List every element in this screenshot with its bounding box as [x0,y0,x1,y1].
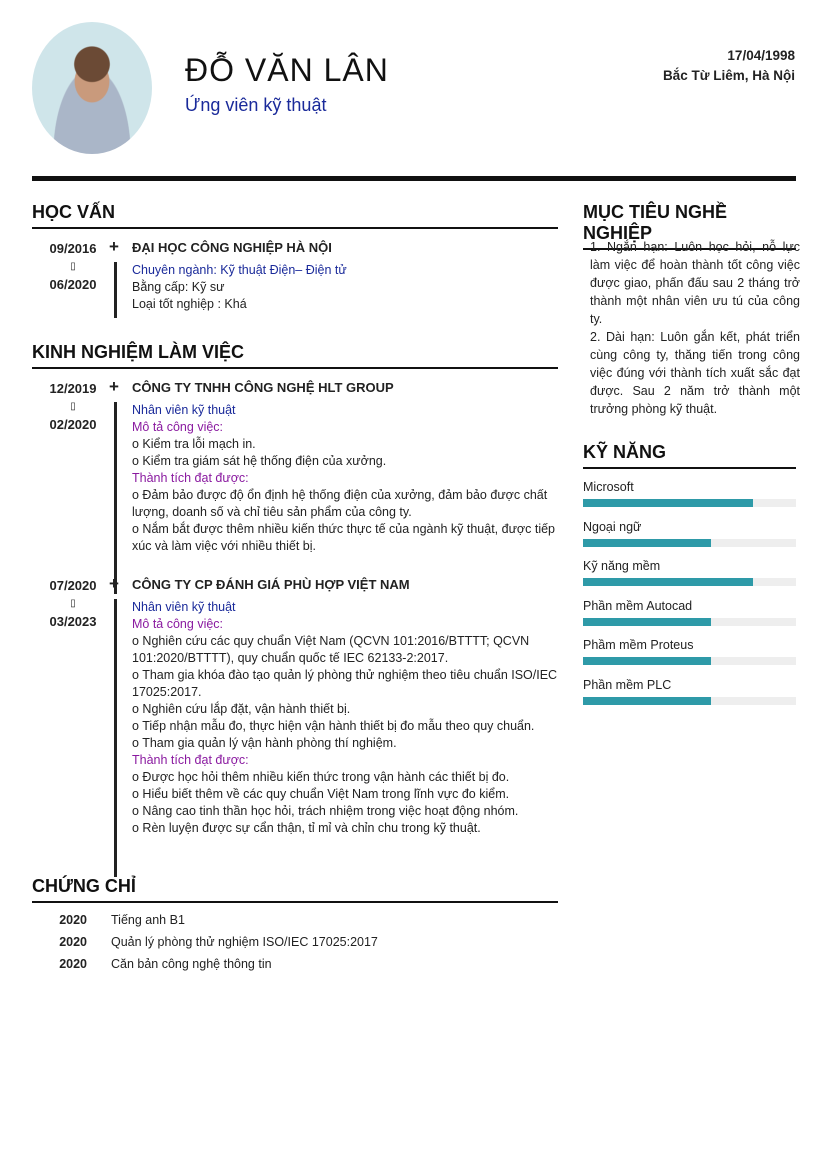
skill-item [583,520,796,547]
plus-icon: + [109,237,119,256]
skill-name: Ngoại ngữ [583,519,642,534]
timeline-line [114,262,117,318]
dob: 17/04/1998 [727,48,795,63]
grade: Loại tốt nghiệp : Khá [132,297,247,311]
skill-bar-fill [583,618,711,626]
section-skills-title: KỸ NĂNG [583,442,796,469]
contact-info [663,46,795,86]
position: Nhân viên kỹ thuật [132,403,236,417]
plus-icon: + [109,574,119,593]
education-entry [32,237,558,318]
header-divider [32,176,796,181]
desc-item: o Kiểm tra lỗi mạch in. [132,437,256,451]
skill-name: Phần mềm PLC [583,678,672,692]
desc-label: Mô tả công việc: [132,420,224,434]
certificate-year: 2020 [59,957,87,971]
skill-item [583,638,796,665]
school-name: ĐẠI HỌC CÔNG NGHIỆP HÀ NỘI [132,240,332,255]
skill-name: Phầm mềm Proteus [583,638,694,653]
desc-item: o Kiểm tra giám sát hệ thống điện của xưởng. [132,454,387,468]
objective-long: 2. Dài hạn: Luôn gắn kết, phát triển cùng công ty, thăng tiến trong công việc đúng với thành tích xuất sắc đạt được. Sau 2 năm trở thành một trưởng phòng kỹ thuật. [590,330,800,416]
skill-bar [583,539,796,547]
desc-item: o Nghiên cứu lắp đặt, vận hành thiết bị. [132,702,351,716]
objective-short: 1. Ngắn hạn: Luôn học hỏi, nỗ lực làm việc để hoàn thành tốt công việc được giao, phấn đấu sau 2 tháng trở thành một nhân viên ưu tú của công ty. [590,240,800,326]
certificate-item [32,909,185,931]
skill-bar-fill [583,578,753,586]
section-objective-title: MỤC TIÊU NGHỀ NGHIỆP [583,202,796,250]
achievement-item: o Nâng cao tinh thần học hỏi, trách nhiệm trong việc hoạt động nhóm. [132,804,519,818]
certificate-name: Căn bản công nghệ thông tin [111,957,272,971]
skill-bar-fill [583,539,711,547]
certificate-year: 2020 [59,913,87,927]
section-experience-title: KINH NGHIỆM LÀM VIỆC [32,342,558,369]
skill-bar [583,499,796,507]
certificate-name: Quản lý phòng thử nghiệm ISO/IEC 17025:2017 [111,935,378,949]
company-name: CÔNG TY CP ĐÁNH GIÁ PHÙ HỢP VIỆT NAM [132,577,410,592]
timeline-line [114,599,117,877]
desc-item: o Tham gia quản lý vận hành phòng thí nghiệm. [132,736,397,750]
address: Bắc Từ Liêm, Hà Nội [662,68,795,83]
section-certificates-title: CHỨNG CHỈ [32,876,558,903]
company-name: CÔNG TY TNHH CÔNG NGHỆ HLT GROUP [132,380,394,395]
certificate-name: Tiếng anh B1 [111,913,185,927]
avatar [32,22,152,154]
achievement-label: Thành tích đạt được: [132,471,249,485]
skill-item [583,480,796,507]
achievement-item: o Nắm bắt được thêm nhiều kiến thức thực tế của ngành kỹ thuật, được tiếp xúc và làm việc với nhiều thiết bị. [132,522,556,553]
skill-bar [583,618,796,626]
desc-item: o Tiếp nhận mẫu đo, thực hiện vận hành thiết bị đo mẫu theo quy chuẩn. [132,719,535,733]
desc-item: o Tham gia khóa đào tạo quản lý phòng thử nghiệm theo tiêu chuẩn ISO/IEC 17025:2017. [132,668,558,699]
desc-label: Mô tả công việc: [132,617,224,631]
candidate-role: Ứng viên kỹ thuật [185,95,327,115]
skill-bar-fill [583,697,711,705]
certificate-item [32,953,272,975]
achievement-item: o Rèn luyện được sự cẩn thận, tỉ mỉ và chỉn chu trong kỹ thuật. [132,821,481,835]
date-range: 09/2016 ▯ 06/2020 [49,241,97,292]
skill-name: Microsoft [583,480,634,494]
certificate-year: 2020 [59,935,87,949]
section-education-title: HỌC VẤN [32,202,558,229]
date-range: 07/2020 ▯ 03/2023 [49,578,97,629]
plus-icon: + [109,377,119,396]
skill-item [583,678,796,705]
date-range: 12/2019 ▯ 02/2020 [49,381,97,432]
skill-bar [583,657,796,665]
achievement-item: o Đảm bảo được độ ổn định hệ thống điện của xưởng, đảm bảo được chất lượng, doanh số và chỉ tiêu sản phẩm của công ty. [132,488,548,519]
certificate-item [32,931,378,953]
position: Nhân viên kỹ thuật [132,600,236,614]
achievement-label: Thành tích đạt được: [132,753,249,767]
candidate-name: ĐỖ VĂN LÂN [185,52,389,88]
timeline-line [114,402,117,594]
achievement-item: o Được học hỏi thêm nhiều kiến thức trong vận hành các thiết bị đo. [132,770,510,784]
achievement-item: o Hiểu biết thêm về các quy chuẩn Việt Nam trong lĩnh vực đo kiểm. [132,787,510,801]
skill-item [583,559,796,586]
skill-bar-fill [583,657,711,665]
degree: Bằng cấp: Kỹ sư [132,280,225,294]
desc-item: o Nghiên cứu các quy chuẩn Việt Nam (QCVN 101:2016/BTTTT; QCVN 101:2020/BTTTT), quy chuẩn quốc tế IEC 62133-2:2017. [132,634,530,665]
skill-item [583,599,796,626]
skill-bar [583,697,796,705]
skill-name: Kỹ năng mềm [583,559,661,574]
major: Chuyên ngành: Kỹ thuật Điện– Điện tử [132,263,347,277]
skill-bar [583,578,796,586]
skill-name: Phần mềm Autocad [583,598,693,613]
skill-bar-fill [583,499,753,507]
